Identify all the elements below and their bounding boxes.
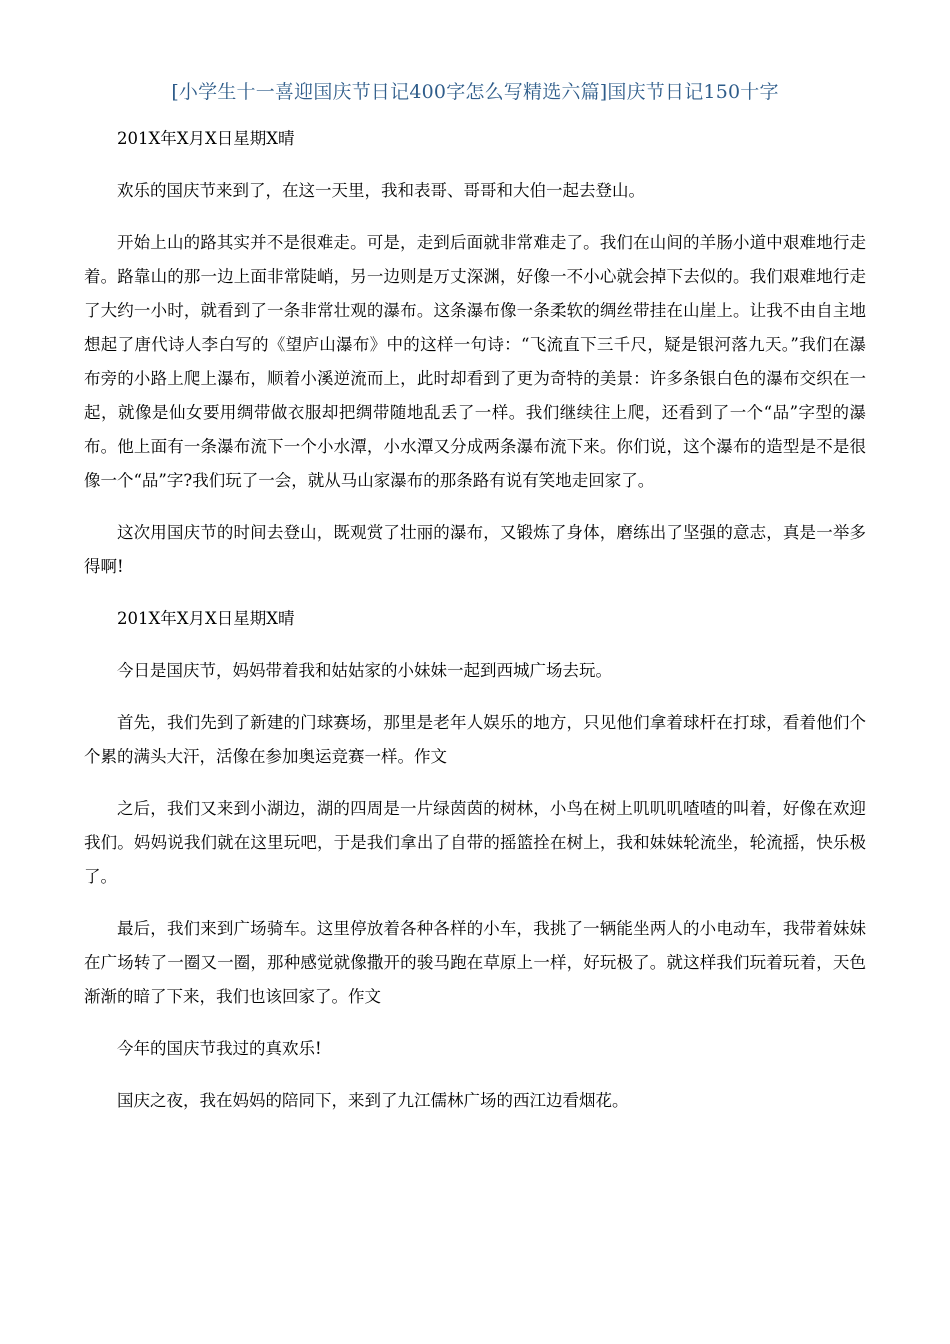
date-line: 201X年X月X日星期X晴 xyxy=(117,609,295,628)
paragraph: 今日是国庆节，妈妈带着我和姑姑家的小妹妹一起到西城广场去玩。 xyxy=(117,661,612,680)
paragraph: 这次用国庆节的时间去登山，既观赏了壮丽的瀑布，又锻炼了身体，磨练出了坚强的意志，真是一举多得啊! xyxy=(84,523,866,576)
paragraph: 开始上山的路其实并不是很难走。可是，走到后面就非常难走了。我们在山间的羊肠小道中艰难地行走着。路靠山的那一边上面非常陡峭，另一边则是万丈深渊，好像一不小心就会掉下去似的。我们艰难地行走了大约一小时，就看到了一条非常壮观的瀑布。这条瀑布像一条柔软的绸丝带挂在山崖上。让我不由自主地想起了唐代诗人李白写的《望庐山瀑布》中的这样一句诗：“飞流直下三千尺，疑是银河落九天。”我们在瀑布旁的小路上爬上瀑布，顺着小溪逆流而上，此时却看到了更为奇特的美景：许多条银白色的瀑布交织在一起，就像是仙女要用绸带做衣服却把绸带随地乱丢了一样。我们继续往上爬，还看到了一个“品”字型的瀑布。他上面有一条瀑布流下一个小水潭，小水潭又分成两条瀑布流下来。你们说，这个瀑布的造型是不是很像一个“品”字?我们玩了一会，就从马山家瀑布的那条路有说有笑地走回家了。 xyxy=(84,233,866,490)
paragraph: 之后，我们又来到小湖边，湖的四周是一片绿茵茵的树林，小鸟在树上叽叽叽喳喳的叫着，好像在欢迎我们。妈妈说我们就在这里玩吧，于是我们拿出了自带的摇篮拴在树上，我和妹妹轮流坐，轮流摇，快乐极了。 xyxy=(84,799,866,886)
date-line: 201X年X月X日星期X晴 xyxy=(117,129,295,148)
paragraph: 欢乐的国庆节来到了，在这一天里，我和表哥、哥哥和大伯一起去登山。 xyxy=(117,181,645,200)
paragraph: 今年的国庆节我过的真欢乐! xyxy=(117,1039,322,1058)
paragraph: 国庆之夜，我在妈妈的陪同下，来到了九江儒林广场的西江边看烟花。 xyxy=(117,1091,629,1110)
document-title: [小学生十一喜迎国庆节日记400字怎么写精选六篇]国庆节日记150十字 xyxy=(171,81,779,103)
paragraph: 首先，我们先到了新建的门球赛场，那里是老年人娱乐的地方，只见他们拿着球杆在打球，看着他们个个累的满头大汗，活像在参加奥运竞赛一样。作文 xyxy=(84,713,866,766)
document-body xyxy=(84,122,866,1136)
paragraph: 最后，我们来到广场骑车。这里停放着各种各样的小车，我挑了一辆能坐两人的小电动车，我带着妹妹在广场转了一圈又一圈，那种感觉就像撒开的骏马跑在草原上一样，好玩极了。就这样我们玩着玩着，天色渐渐的暗了下来，我们也该回家了。作文 xyxy=(84,919,866,1006)
